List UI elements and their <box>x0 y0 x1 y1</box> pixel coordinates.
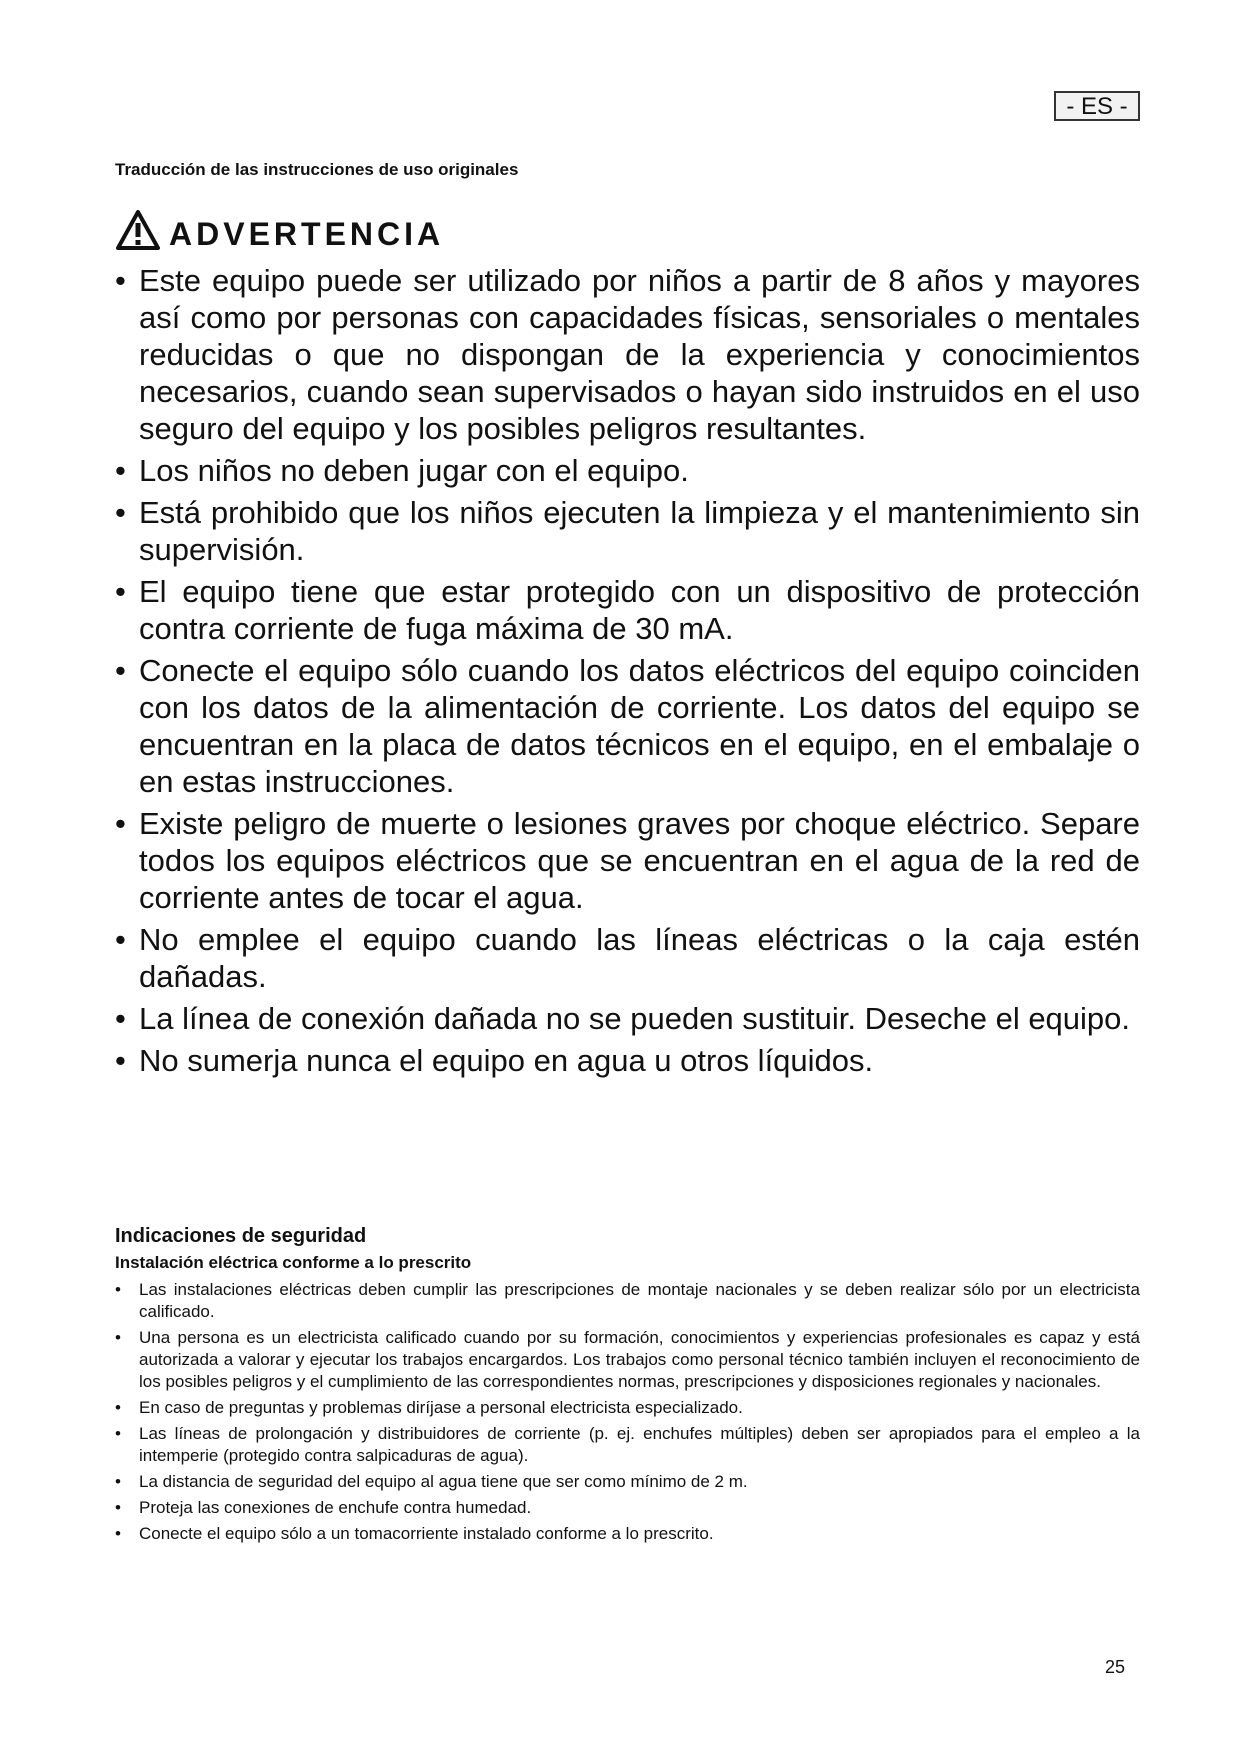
warning-item: • Conecte el equipo sólo cuando los datos eléctricos del equipo coinciden con los datos de la alimentación de corriente. Los datos del equipo se encuentran en la placa de datos técnicos en el equipo, en el embalaje o en estas instrucciones. <box>115 652 1140 800</box>
warning-item: • No emplee el equipo cuando las líneas eléctricas o la caja estén dañadas. <box>115 921 1140 995</box>
safety-item: • Proteja las conexiones de enchufe contra humedad. <box>115 1497 1140 1519</box>
safety-item: • Una persona es un electricista calificado cuando por su formación, conocimientos y experiencias profesionales es capaz y está autorizada a valorar y ejecutar los trabajos encargardos. Los trabajos como personal técnico también incluyen el reconocimiento de los posibles peligros y el cumplimiento de las correspondientes normas, prescripciones y disposiciones regionales y nacionales. <box>115 1327 1140 1393</box>
warning-triangle-icon <box>115 209 161 251</box>
safety-item: • Las líneas de prolongación y distribuidores de corriente (p. ej. enchufes múltiples) deben ser apropiados para el empleo a la intemperie (protegido contra salpicaduras de agua). <box>115 1423 1140 1467</box>
safety-subheading: Instalación eléctrica conforme a lo prescrito <box>115 1253 472 1272</box>
warning-item: • No sumerja nunca el equipo en agua u otros líquidos. <box>115 1042 1140 1079</box>
warning-item: • Está prohibido que los niños ejecuten la limpieza y el mantenimiento sin supervisión. <box>115 494 1140 568</box>
safety-item: • Las instalaciones eléctricas deben cumplir las prescripciones de montaje nacionales y se deben realizar sólo por un electricista calificado. <box>115 1279 1140 1323</box>
safety-list <box>115 1279 1140 1549</box>
safety-heading: Indicaciones de seguridad <box>115 1225 367 1247</box>
warning-heading <box>115 205 444 255</box>
warning-item: • Los niños no deben jugar con el equipo. <box>115 452 1140 489</box>
warning-item: • Existe peligro de muerte o lesiones graves por choque eléctrico. Separe todos los equipos eléctricos que se encuentran en el agua de la red de corriente antes de tocar el agua. <box>115 805 1140 916</box>
safety-item: • Conecte el equipo sólo a un tomacorriente instalado conforme a lo prescrito. <box>115 1523 1140 1545</box>
safety-item: • En caso de preguntas y problemas diríjase a personal electricista especializado. <box>115 1397 1140 1419</box>
warning-item: • Este equipo puede ser utilizado por niños a partir de 8 años y mayores así como por personas con capacidades físicas, sensoriales o mentales reducidas o que no dispongan de la experiencia y conocimientos necesarios, cuando sean supervisados o hayan sido instruidos en el uso seguro del equipo y los posibles peligros resultantes. <box>115 262 1140 447</box>
warning-item: • El equipo tiene que estar protegido con un dispositivo de protección contra corriente de fuga máxima de 30 mA. <box>115 573 1140 647</box>
safety-item: • La distancia de seguridad del equipo al agua tiene que ser como mínimo de 2 m. <box>115 1471 1140 1493</box>
warning-list <box>115 262 1140 1084</box>
language-badge: - ES - <box>1054 91 1140 121</box>
page-number: 25 <box>1105 1657 1126 1677</box>
warning-title: ADVERTENCIA <box>169 215 445 252</box>
document-subtitle: Traducción de las instrucciones de uso originales <box>115 160 519 179</box>
warning-item: • La línea de conexión dañada no se pueden sustituir. Deseche el equipo. <box>115 1000 1140 1037</box>
